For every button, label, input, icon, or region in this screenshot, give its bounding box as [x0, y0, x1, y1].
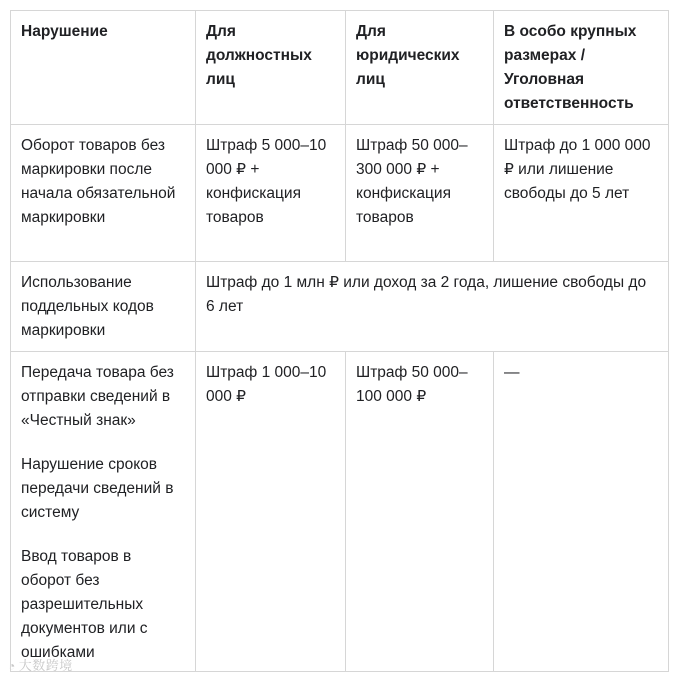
criminal-cell: — [494, 352, 669, 672]
table-row [11, 125, 669, 262]
header-officials: Для должностных лиц [196, 11, 346, 125]
legal-entities-cell: Штраф 50 000–300 000 ₽ + конфискация товаров [346, 125, 494, 262]
officials-cell: Штраф 5 000–10 000 ₽ + конфискация товаров [196, 125, 346, 262]
penalties-table [10, 10, 669, 672]
header-violation: Нарушение [11, 11, 196, 125]
table-row [11, 352, 669, 672]
header-criminal: В особо крупных размерах / Уголовная ответственность [494, 11, 669, 125]
header-legal-entities: Для юридических лиц [346, 11, 494, 125]
watermark-text: 大数跨境 [18, 658, 73, 673]
violation-cell [11, 262, 196, 352]
officials-cell: Штраф 1 000–10 000 ₽ [196, 352, 346, 672]
violation-text: Оборот товаров без маркировки после начала обязательной маркировки [21, 137, 176, 226]
legal-entities-cell: Штраф 50 000–100 000 ₽ [346, 352, 494, 672]
criminal-cell: Штраф до 1 000 000 ₽ или лишение свободы до 5 лет [494, 125, 669, 262]
table-row [11, 262, 669, 352]
watermark [8, 655, 73, 674]
table-header-row [11, 11, 669, 125]
violation-cell [11, 352, 196, 672]
violation-text: Использование поддельных кодов маркировки [21, 274, 154, 339]
violation-cell [11, 125, 196, 262]
violation-text: Передача товара без отправки сведений в «Честный знак» [21, 364, 174, 429]
merged-penalty-cell: Штраф до 1 млн ₽ или доход за 2 года, лишение свободы до 6 лет [196, 262, 669, 352]
violation-text: Ввод товаров в оборот без разрешительных документов или с ошибками [21, 548, 148, 661]
violation-text: Нарушение сроков передачи сведений в систему [21, 456, 174, 521]
weibo-icon: ◔ [8, 659, 16, 673]
